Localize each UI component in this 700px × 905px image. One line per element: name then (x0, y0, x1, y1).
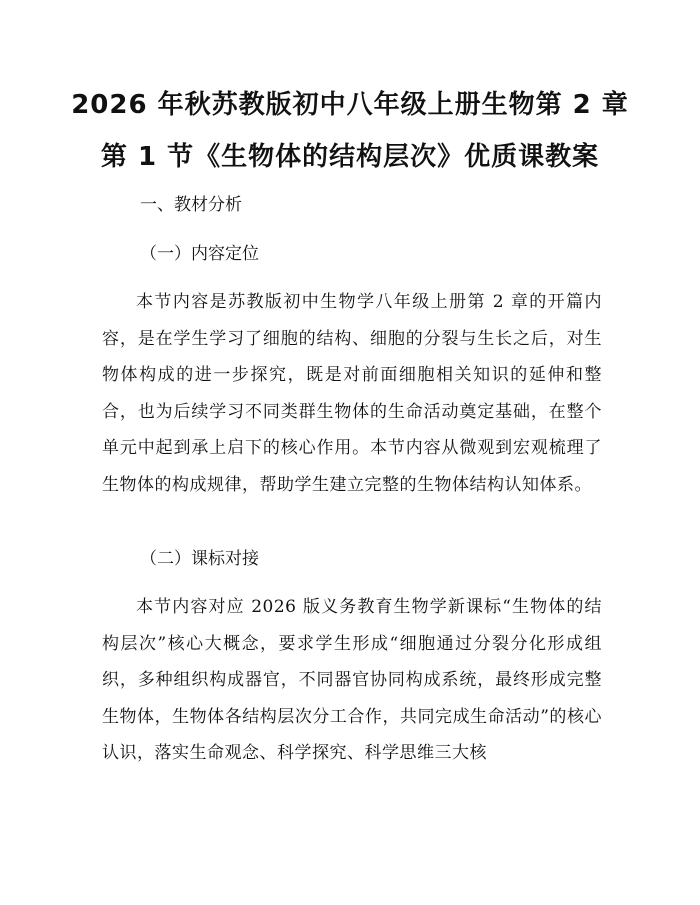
section-heading-textbook-analysis: 一、教材分析 (140, 195, 242, 215)
paragraph-curriculum-alignment: 本节内容对应 2026 版义务教育生物学新课标“生物体的结构层次”核心大概念，要求学生形成“细胞通过分裂分化形成组织，多种组织构成器官，不同器官协同构成系统，最终形成完整生物体，生物体各结构层次分工合作，共同完成生命活动”的核心认识，落实生命观念、科学探究、科学思维三大核 (102, 597, 602, 764)
subsection-heading-curriculum-alignment: （二）课标对接 (140, 549, 259, 569)
subsection-heading-content-positioning: （一）内容定位 (140, 244, 259, 264)
paragraph-content-positioning: 本节内容是苏教版初中生物学八年级上册第 2 章的开篇内容，是在学生学习了细胞的结构、细胞的分裂与生长之后，对生物体构成的进一步探究，既是对前面细胞相关知识的延伸和整合，也为后续学习不同类群生物体的生命活动奠定基础，在整个单元中起到承上启下的核心作用。本节内容从微观到宏观梳理了生物体的构成规律，帮助学生建立完整的生物体结构认知体系。 (102, 292, 602, 495)
document-title-line-2: 第 1 节《生物体的结构层次》优质课教案 (100, 142, 600, 172)
document-title-line-1: 2026 年秋苏教版初中八年级上册生物第 2 章 (71, 90, 629, 120)
